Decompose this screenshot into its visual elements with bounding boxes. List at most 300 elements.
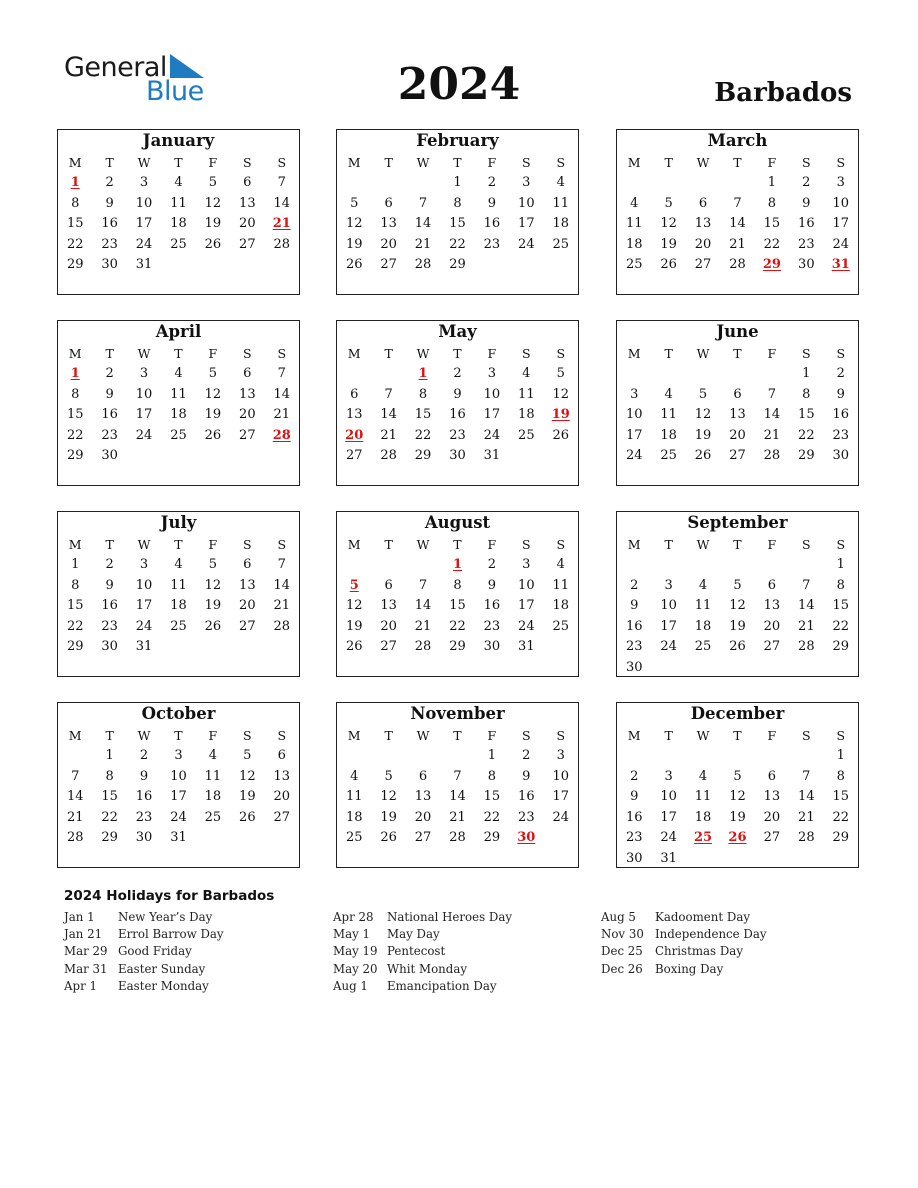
day: 21 bbox=[414, 236, 432, 252]
weekday-label: F bbox=[767, 155, 777, 170]
day: 9 bbox=[522, 768, 531, 784]
day: 30 bbox=[625, 851, 643, 866]
month-name: June bbox=[716, 322, 759, 341]
holiday-day: 31 bbox=[831, 257, 850, 273]
week-row bbox=[617, 809, 858, 827]
holiday-name: National Heroes Day bbox=[387, 910, 513, 924]
day: 26 bbox=[204, 427, 222, 443]
weekday-label: T bbox=[384, 728, 393, 743]
month-september bbox=[616, 511, 859, 677]
day: 6 bbox=[277, 748, 286, 763]
week-row bbox=[58, 386, 299, 404]
day: 27 bbox=[694, 257, 712, 273]
day: 6 bbox=[243, 366, 252, 381]
day: 4 bbox=[698, 577, 708, 593]
week-row bbox=[617, 365, 858, 383]
empty-day bbox=[789, 556, 823, 574]
day: 27 bbox=[239, 427, 256, 443]
day: 27 bbox=[729, 448, 746, 464]
week-row bbox=[58, 447, 299, 465]
weekday-label: T bbox=[733, 155, 742, 170]
month-name: March bbox=[707, 131, 768, 150]
day: 16 bbox=[483, 598, 501, 614]
week-row bbox=[337, 618, 578, 636]
day: 23 bbox=[101, 236, 118, 252]
empty-day bbox=[509, 256, 543, 274]
holiday-day: 20 bbox=[345, 427, 364, 443]
day: 15 bbox=[414, 407, 432, 423]
day: 11 bbox=[625, 216, 643, 232]
day: 9 bbox=[105, 386, 114, 402]
day: 22 bbox=[66, 618, 84, 634]
day: 13 bbox=[380, 598, 397, 614]
day: 3 bbox=[139, 175, 149, 190]
day: 18 bbox=[552, 216, 570, 232]
day: 23 bbox=[518, 809, 535, 825]
day: 29 bbox=[414, 448, 432, 464]
week-row bbox=[337, 577, 578, 595]
holiday-name: May Day bbox=[387, 927, 440, 942]
empty-day bbox=[617, 365, 651, 383]
weekday-header bbox=[337, 345, 578, 363]
day: 11 bbox=[552, 577, 570, 593]
day: 26 bbox=[729, 639, 746, 655]
day: 2 bbox=[139, 748, 149, 763]
holiday-day: 21 bbox=[272, 216, 291, 232]
day: 8 bbox=[767, 195, 777, 211]
empty-day bbox=[230, 638, 264, 656]
weekday-label: S bbox=[836, 155, 846, 170]
day: 8 bbox=[71, 577, 80, 593]
empty-day bbox=[686, 365, 720, 383]
weekday-label: W bbox=[696, 728, 710, 743]
empty-day bbox=[617, 556, 651, 574]
week-row bbox=[617, 638, 858, 656]
empty-day bbox=[651, 556, 685, 574]
holiday-item bbox=[333, 926, 603, 943]
day: 9 bbox=[487, 577, 497, 593]
empty-day bbox=[230, 447, 264, 465]
day: 11 bbox=[170, 386, 187, 402]
weekday-header bbox=[58, 536, 299, 554]
holiday-item bbox=[333, 943, 603, 960]
day: 29 bbox=[798, 448, 815, 464]
month-february bbox=[336, 129, 579, 295]
week-row bbox=[58, 174, 299, 192]
day: 30 bbox=[483, 639, 501, 655]
day: 6 bbox=[418, 768, 428, 784]
week-row bbox=[617, 659, 858, 677]
empty-day bbox=[196, 638, 230, 656]
day: 19 bbox=[380, 809, 397, 825]
empty-day bbox=[720, 365, 754, 383]
day: 28 bbox=[798, 830, 815, 846]
day: 5 bbox=[664, 195, 673, 211]
day: 6 bbox=[767, 577, 777, 593]
weekday-label: F bbox=[767, 346, 777, 361]
weekday-header bbox=[617, 536, 858, 554]
weekday-label: F bbox=[487, 728, 497, 743]
weekday-label: W bbox=[696, 537, 710, 552]
weekday-label: T bbox=[384, 537, 393, 552]
day: 11 bbox=[204, 768, 222, 784]
weekday-label: T bbox=[664, 346, 673, 361]
day: 2 bbox=[487, 175, 497, 190]
day: 10 bbox=[135, 577, 153, 593]
day: 27 bbox=[763, 639, 781, 655]
day: 4 bbox=[522, 366, 531, 381]
day: 25 bbox=[518, 427, 535, 443]
empty-day bbox=[371, 556, 405, 574]
day: 13 bbox=[239, 386, 256, 402]
day: 22 bbox=[763, 236, 781, 252]
day: 3 bbox=[174, 748, 183, 763]
week-row bbox=[337, 638, 578, 656]
day: 8 bbox=[836, 577, 845, 593]
day: 6 bbox=[384, 195, 393, 211]
weekday-label: T bbox=[733, 346, 742, 361]
weekday-label: S bbox=[243, 155, 252, 170]
day: 4 bbox=[350, 768, 359, 784]
day: 2 bbox=[522, 748, 531, 763]
holiday-day: 1 bbox=[418, 366, 428, 381]
week-row bbox=[337, 768, 578, 786]
week-row bbox=[58, 195, 299, 213]
week-row bbox=[337, 597, 578, 615]
day: 9 bbox=[802, 195, 811, 211]
month-april bbox=[57, 320, 300, 486]
empty-day bbox=[230, 256, 264, 274]
day: 5 bbox=[208, 366, 218, 381]
day: 31 bbox=[483, 448, 501, 464]
week-row bbox=[337, 427, 578, 445]
day: 10 bbox=[483, 386, 501, 402]
day: 20 bbox=[239, 407, 256, 423]
day: 25 bbox=[204, 809, 222, 825]
day: 7 bbox=[418, 195, 428, 211]
week-row bbox=[337, 256, 578, 274]
day: 17 bbox=[518, 216, 535, 232]
day: 20 bbox=[763, 618, 781, 634]
day: 28 bbox=[414, 639, 432, 655]
month-may bbox=[336, 320, 579, 486]
day: 31 bbox=[660, 851, 677, 866]
day: 15 bbox=[101, 789, 118, 805]
holiday-date: Aug 5 bbox=[601, 910, 636, 924]
day: 18 bbox=[518, 407, 535, 423]
day: 31 bbox=[135, 257, 153, 273]
weekday-label: T bbox=[174, 155, 183, 170]
empty-day bbox=[651, 747, 685, 765]
month-name: May bbox=[438, 322, 477, 341]
day: 2 bbox=[487, 557, 497, 572]
holiday-item bbox=[64, 909, 334, 926]
month-march bbox=[616, 129, 859, 295]
day: 20 bbox=[729, 427, 746, 443]
empty-day bbox=[406, 556, 440, 574]
day: 22 bbox=[449, 236, 466, 252]
day: 16 bbox=[483, 216, 501, 232]
day: 12 bbox=[729, 598, 746, 614]
day: 21 bbox=[414, 618, 432, 634]
day: 9 bbox=[139, 768, 149, 784]
day: 18 bbox=[345, 809, 363, 825]
day: 3 bbox=[522, 175, 531, 190]
day: 2 bbox=[630, 577, 639, 593]
day: 11 bbox=[345, 789, 363, 805]
month-july bbox=[57, 511, 300, 677]
empty-day bbox=[406, 174, 440, 192]
day: 13 bbox=[239, 577, 256, 593]
day: 15 bbox=[66, 407, 84, 423]
weekday-header bbox=[337, 154, 578, 172]
empty-day bbox=[371, 174, 405, 192]
weekday-label: S bbox=[243, 537, 252, 552]
day: 14 bbox=[414, 598, 432, 614]
empty-day bbox=[720, 174, 754, 192]
day: 7 bbox=[418, 577, 428, 593]
weekday-label: M bbox=[347, 728, 361, 743]
week-row bbox=[617, 256, 858, 274]
day: 21 bbox=[449, 809, 466, 825]
day: 30 bbox=[449, 448, 466, 464]
day: 18 bbox=[660, 427, 677, 443]
month-name: July bbox=[160, 513, 197, 532]
day: 8 bbox=[836, 768, 845, 784]
day: 21 bbox=[273, 598, 291, 614]
day: 30 bbox=[101, 257, 118, 273]
weekday-label: T bbox=[174, 537, 183, 552]
weekday-label: W bbox=[696, 346, 710, 361]
day: 18 bbox=[552, 598, 570, 614]
holiday-date: Mar 29 bbox=[64, 944, 108, 959]
day: 16 bbox=[798, 216, 815, 232]
weekday-label: W bbox=[416, 537, 430, 552]
weekday-label: S bbox=[522, 728, 531, 743]
day: 9 bbox=[105, 577, 114, 593]
week-row bbox=[337, 809, 578, 827]
day: 25 bbox=[694, 639, 712, 655]
empty-day bbox=[789, 659, 823, 677]
day: 27 bbox=[345, 448, 363, 464]
month-november bbox=[336, 702, 579, 868]
day: 24 bbox=[135, 618, 153, 634]
day: 2 bbox=[105, 557, 114, 572]
empty-day bbox=[196, 256, 230, 274]
day: 29 bbox=[66, 257, 84, 273]
day: 4 bbox=[664, 386, 673, 402]
day: 19 bbox=[345, 618, 363, 634]
day: 19 bbox=[204, 598, 222, 614]
day: 6 bbox=[384, 577, 393, 593]
weekday-header bbox=[617, 727, 858, 745]
day: 18 bbox=[170, 598, 187, 614]
day: 28 bbox=[273, 236, 291, 252]
empty-day bbox=[265, 829, 299, 847]
day: 6 bbox=[243, 557, 252, 572]
day: 5 bbox=[733, 768, 742, 784]
day: 22 bbox=[798, 427, 815, 443]
holiday-date: Nov 30 bbox=[601, 927, 644, 942]
day: 10 bbox=[518, 577, 535, 593]
day: 7 bbox=[277, 175, 286, 190]
weekday-label: S bbox=[836, 537, 846, 552]
day: 11 bbox=[660, 407, 677, 423]
day: 18 bbox=[170, 216, 187, 232]
empty-day bbox=[371, 747, 405, 765]
day: 15 bbox=[449, 598, 466, 614]
holiday-name: Boxing Day bbox=[655, 961, 724, 976]
day: 16 bbox=[135, 789, 153, 805]
day: 3 bbox=[836, 175, 845, 190]
weekday-label: T bbox=[664, 155, 673, 170]
day: 12 bbox=[204, 577, 222, 593]
day: 20 bbox=[239, 598, 256, 614]
day: 17 bbox=[135, 407, 153, 423]
weekday-label: F bbox=[208, 155, 218, 170]
holiday-name: Pentecost bbox=[387, 944, 446, 959]
empty-day bbox=[720, 556, 754, 574]
weekday-label: F bbox=[487, 346, 497, 361]
day: 5 bbox=[698, 386, 708, 402]
day: 28 bbox=[380, 448, 397, 464]
week-row bbox=[58, 809, 299, 827]
day: 30 bbox=[798, 257, 815, 273]
week-row bbox=[617, 236, 858, 254]
day: 28 bbox=[414, 257, 432, 273]
empty-day bbox=[686, 174, 720, 192]
weekday-label: M bbox=[627, 346, 641, 361]
week-row bbox=[58, 427, 299, 445]
day: 1 bbox=[105, 748, 114, 763]
empty-day bbox=[509, 447, 543, 465]
day: 22 bbox=[832, 618, 850, 634]
day: 27 bbox=[239, 236, 256, 252]
year-title: 2024 bbox=[397, 59, 521, 110]
weekday-label: F bbox=[208, 728, 218, 743]
day: 13 bbox=[414, 789, 432, 805]
holiday-item bbox=[333, 978, 603, 995]
day: 13 bbox=[763, 789, 781, 805]
weekday-label: T bbox=[105, 537, 114, 552]
weekday-label: T bbox=[384, 346, 393, 361]
day: 21 bbox=[798, 618, 815, 634]
day: 12 bbox=[204, 195, 222, 211]
day: 24 bbox=[170, 809, 187, 825]
day: 25 bbox=[552, 618, 570, 634]
week-row bbox=[58, 829, 299, 847]
day: 2 bbox=[630, 768, 639, 784]
weekday-label: S bbox=[522, 346, 531, 361]
day: 8 bbox=[105, 768, 114, 784]
day: 4 bbox=[174, 366, 183, 381]
holiday-date: May 20 bbox=[333, 961, 378, 976]
weekday-label: M bbox=[347, 537, 361, 552]
day: 10 bbox=[552, 768, 570, 784]
day: 27 bbox=[273, 809, 291, 825]
empty-day bbox=[265, 256, 299, 274]
day: 20 bbox=[239, 216, 256, 232]
day: 19 bbox=[660, 236, 677, 252]
holiday-name: New Year’s Day bbox=[118, 910, 213, 924]
empty-day bbox=[337, 365, 371, 383]
logo-general-text: General bbox=[64, 52, 167, 83]
weekday-label: F bbox=[767, 537, 777, 552]
empty-day bbox=[230, 829, 264, 847]
day: 16 bbox=[101, 598, 118, 614]
day: 22 bbox=[101, 809, 118, 825]
holiday-date: Dec 26 bbox=[601, 961, 643, 976]
holiday-date: Jan 21 bbox=[64, 927, 103, 942]
day: 27 bbox=[380, 257, 397, 273]
day: 9 bbox=[630, 598, 639, 614]
day: 14 bbox=[729, 216, 746, 232]
day: 20 bbox=[273, 789, 291, 805]
day: 8 bbox=[71, 195, 80, 211]
day: 29 bbox=[832, 830, 850, 846]
day: 24 bbox=[518, 618, 535, 634]
month-december bbox=[616, 702, 859, 868]
weekday-label: T bbox=[664, 537, 673, 552]
week-row bbox=[617, 195, 858, 213]
day: 8 bbox=[453, 195, 462, 211]
empty-day bbox=[789, 747, 823, 765]
empty-day bbox=[651, 365, 685, 383]
holiday-name: Good Friday bbox=[118, 944, 192, 959]
day: 7 bbox=[384, 386, 393, 402]
day: 4 bbox=[174, 175, 183, 190]
holiday-name: Whit Monday bbox=[387, 961, 468, 976]
day: 12 bbox=[345, 598, 363, 614]
day: 17 bbox=[552, 789, 570, 805]
day: 16 bbox=[449, 407, 466, 423]
day: 3 bbox=[556, 748, 565, 763]
week-row bbox=[337, 236, 578, 254]
week-row bbox=[58, 406, 299, 424]
holiday-item bbox=[64, 961, 334, 978]
day: 12 bbox=[552, 386, 570, 402]
day: 19 bbox=[694, 427, 712, 443]
empty-day bbox=[755, 850, 789, 868]
holiday-item bbox=[64, 943, 334, 960]
holiday-item bbox=[333, 909, 603, 926]
day: 9 bbox=[453, 386, 462, 402]
day: 6 bbox=[767, 768, 777, 784]
weekday-label: M bbox=[68, 155, 82, 170]
week-row bbox=[617, 768, 858, 786]
day: 8 bbox=[71, 386, 80, 402]
day: 30 bbox=[101, 448, 118, 464]
day: 4 bbox=[630, 195, 639, 211]
day: 10 bbox=[518, 195, 535, 211]
month-name: September bbox=[687, 513, 788, 532]
weekday-label: F bbox=[487, 537, 497, 552]
day: 11 bbox=[170, 195, 187, 211]
week-row bbox=[58, 638, 299, 656]
day: 29 bbox=[101, 830, 118, 846]
empty-day bbox=[196, 447, 230, 465]
weekday-label: M bbox=[347, 346, 361, 361]
weekday-label: M bbox=[627, 537, 641, 552]
weekday-header bbox=[58, 727, 299, 745]
holiday-column bbox=[333, 909, 603, 995]
holiday-name: Errol Barrow Day bbox=[118, 927, 224, 942]
day: 28 bbox=[66, 830, 84, 846]
day: 24 bbox=[660, 639, 677, 655]
weekday-header bbox=[337, 727, 578, 745]
weekday-label: S bbox=[556, 728, 566, 743]
weekday-header bbox=[58, 345, 299, 363]
